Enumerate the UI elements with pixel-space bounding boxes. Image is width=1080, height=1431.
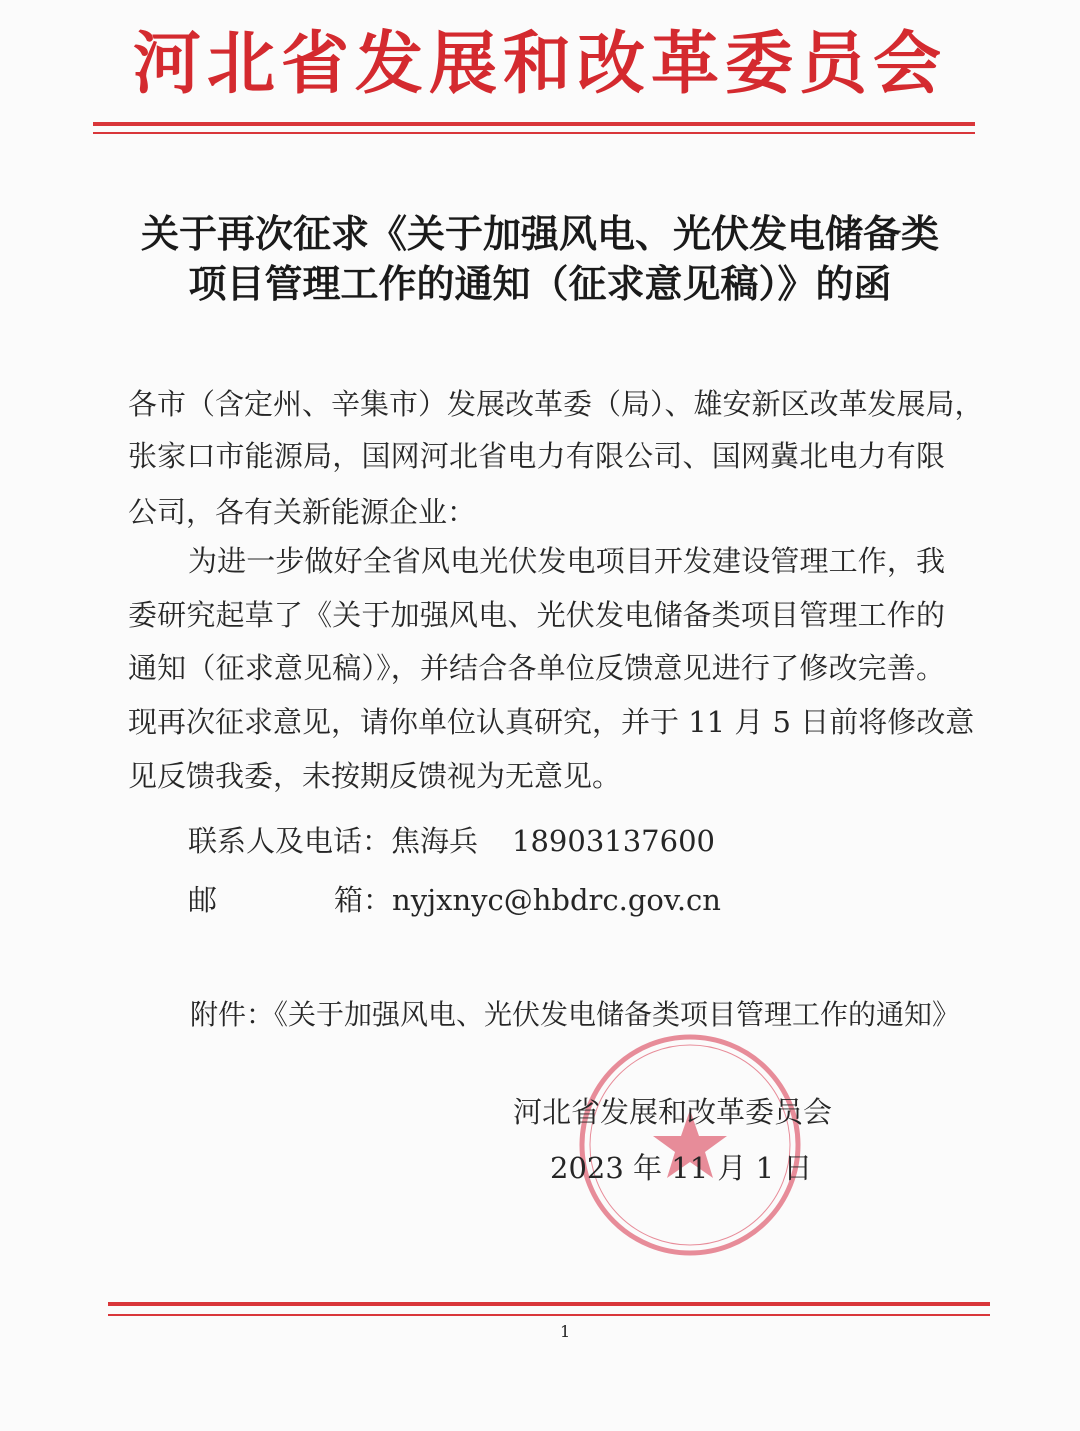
- contact-phone: 18903137600: [512, 824, 715, 858]
- page-number: 1: [560, 1322, 571, 1341]
- contact-email-label-2: 箱：: [334, 883, 393, 917]
- body-line: 委研究起草了《关于加强风电、光伏发电储备类项目管理工作的: [128, 598, 945, 632]
- letterhead-rule-thin: [93, 132, 975, 134]
- body-line: 见反馈我委，未按期反馈视为无意见。: [128, 759, 622, 793]
- addressee-line: 公司，各有关新能源企业：: [128, 495, 477, 529]
- contact-person: 焦海兵: [391, 824, 479, 858]
- letterhead-rule-thick: [93, 122, 975, 126]
- contact-email-line: [188, 882, 721, 918]
- signature-org: 河北省发展和改革委员会: [513, 1095, 833, 1129]
- body-line: 为进一步做好全省风电光伏发电项目开发建设管理工作，我: [188, 544, 945, 578]
- contact-email: nyjxnyc@hbdrc.gov.cn: [392, 883, 721, 917]
- contact-phone-line: [188, 823, 715, 859]
- attachment-line: 附件：《关于加强风电、光伏发电储备类项目管理工作的通知》: [190, 998, 961, 1031]
- footer-rule-thin: [108, 1314, 990, 1316]
- signature-date: 2023 年 11 月 1 日: [550, 1151, 813, 1185]
- addressee-line: 各市（含定州、辛集市）发展改革委（局）、雄安新区改革发展局，: [128, 387, 984, 421]
- footer-rule-thick: [108, 1302, 990, 1306]
- addressee-line: 张家口市能源局，国网河北省电力有限公司、国网冀北电力有限: [128, 439, 945, 473]
- document-title-line-1: 关于再次征求《关于加强风电、光伏发电储备类: [140, 211, 939, 256]
- body-line: 现再次征求意见，请你单位认真研究，并于 11 月 5 日前将修改意: [128, 705, 975, 739]
- contact-phone-label: 联系人及电话：: [188, 824, 392, 858]
- official-seal: [575, 1030, 805, 1260]
- contact-email-label: 邮: [188, 883, 218, 917]
- body-line: 通知（征求意见稿）》，并结合各单位反馈意见进行了修改完善。: [128, 651, 945, 685]
- document-title-line-2: 项目管理工作的通知（征求意见稿）》的函: [188, 261, 892, 306]
- letterhead-org-name: 河北省发展和改革委员会: [132, 24, 947, 104]
